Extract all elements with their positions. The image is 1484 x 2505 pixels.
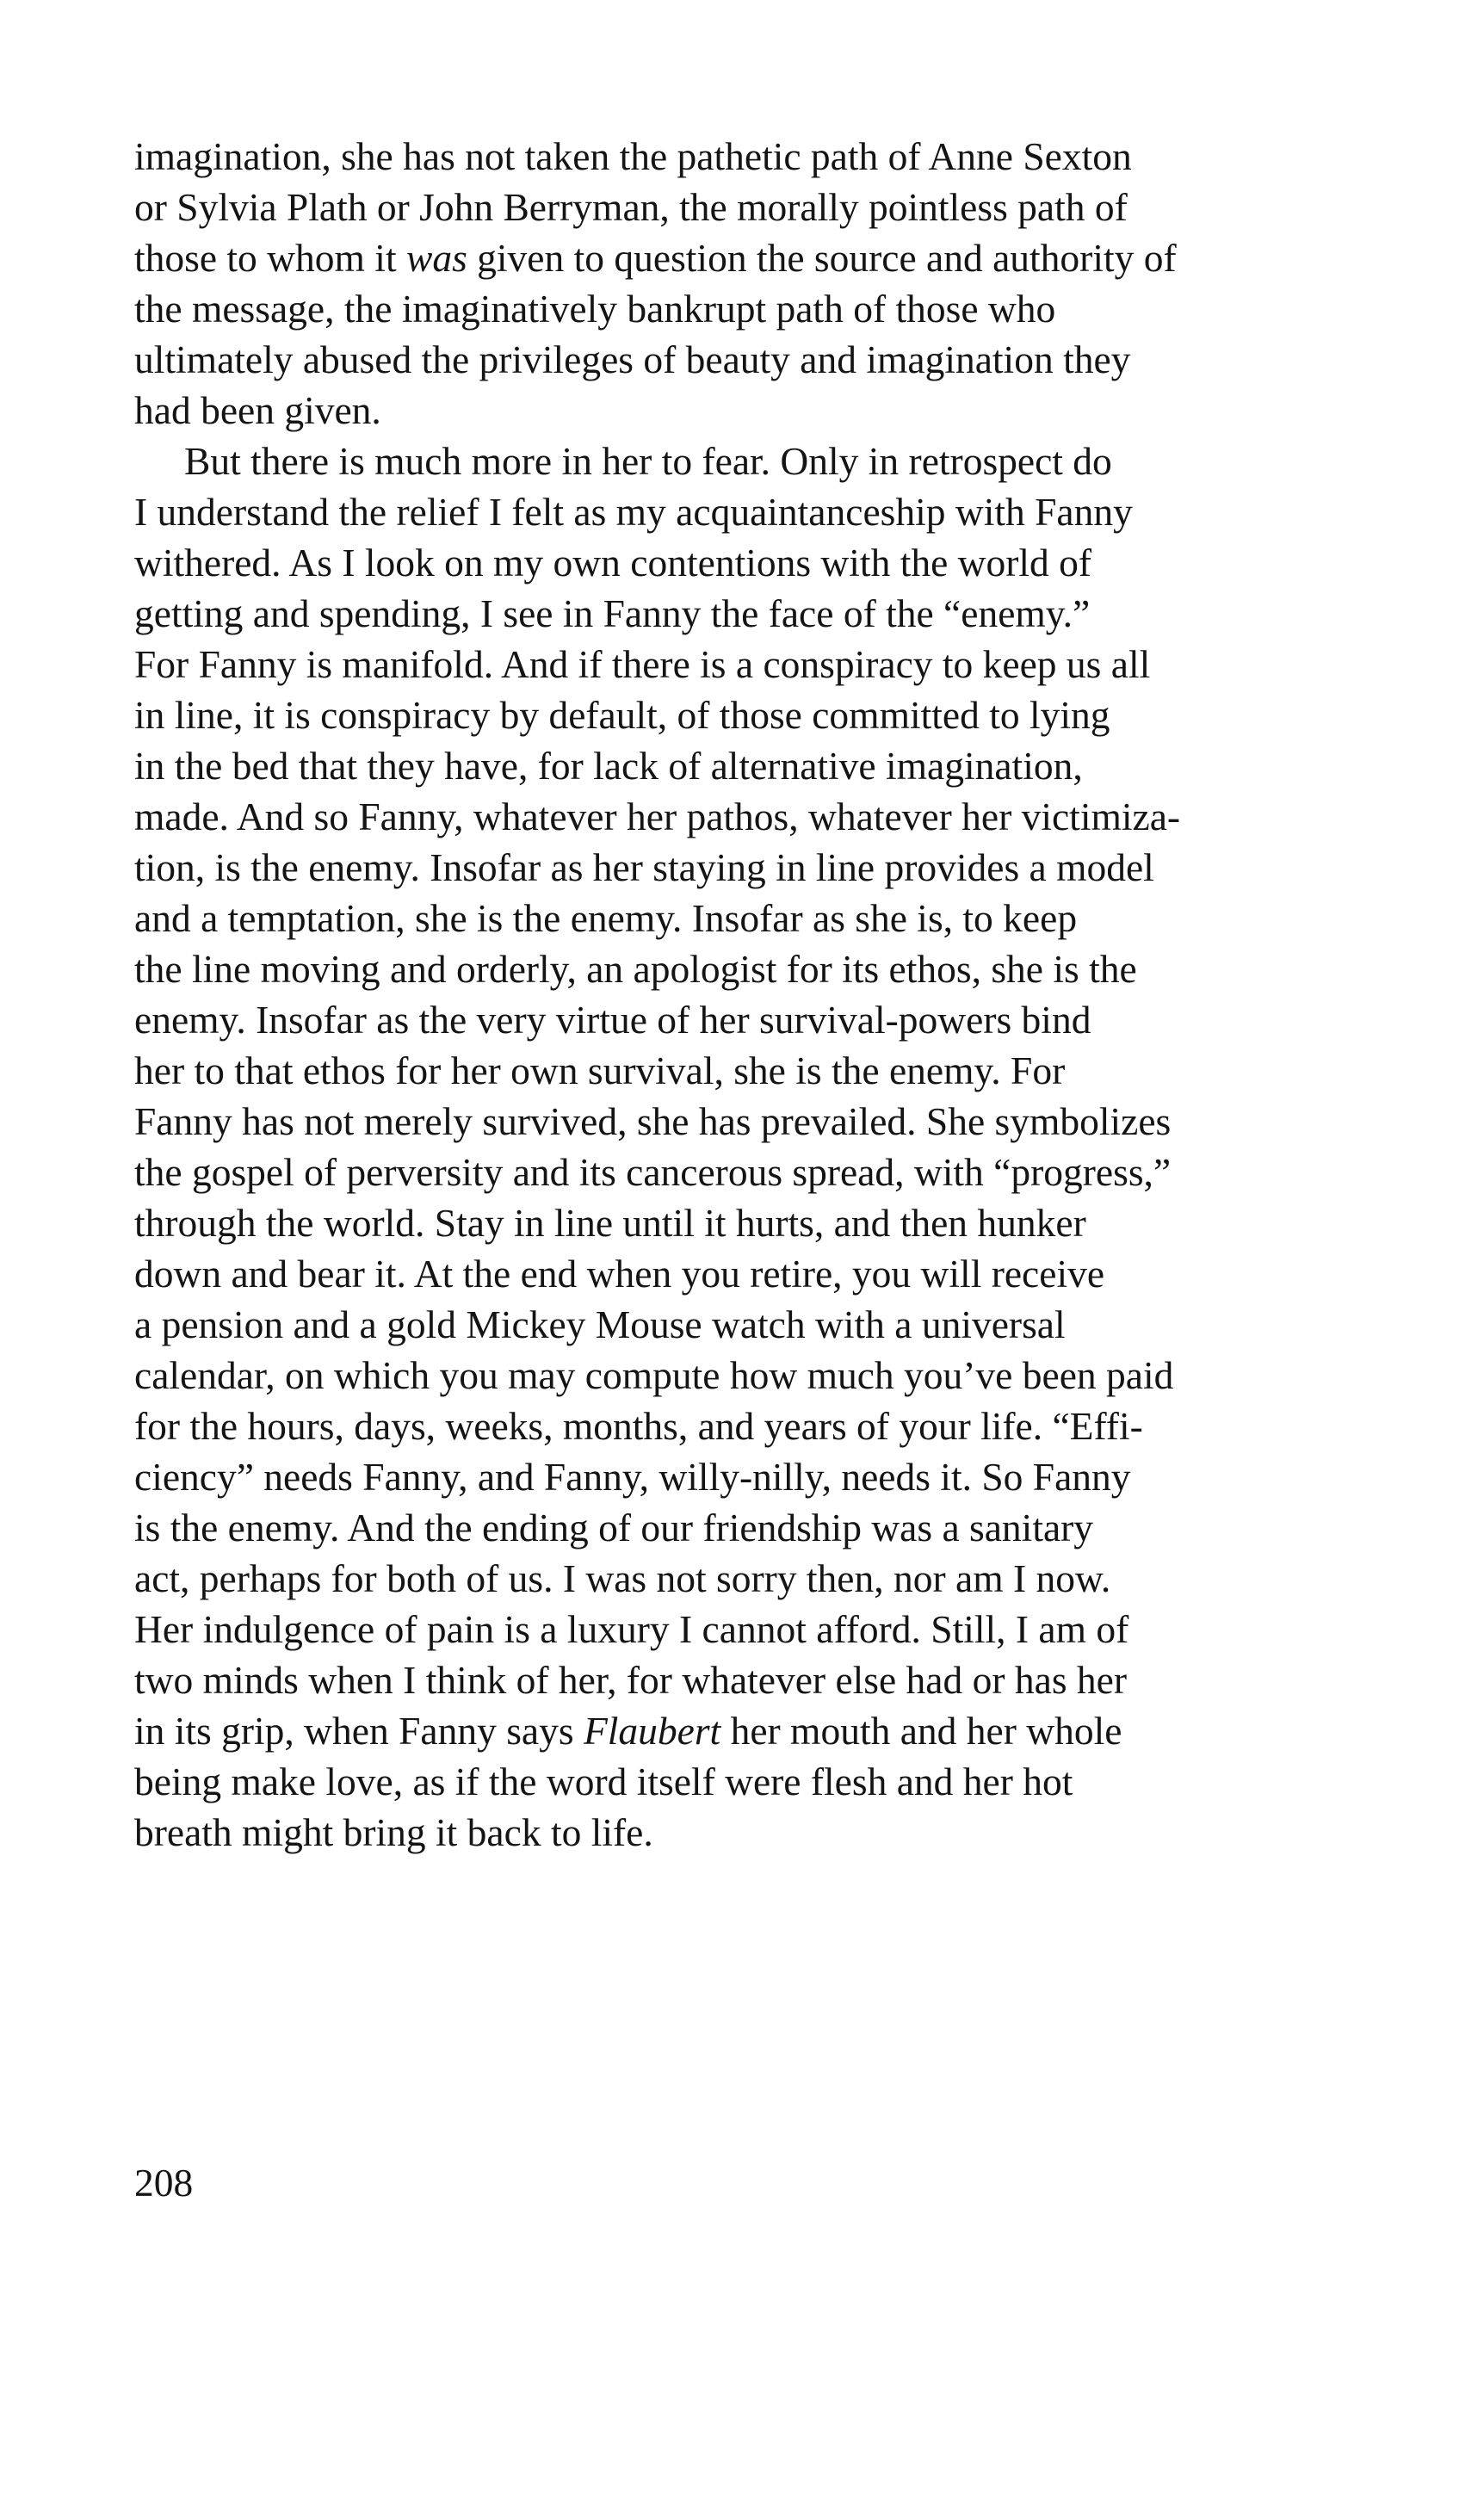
text-line: for the hours, days, weeks, months, and years of your life. “Effi- (134, 1404, 1143, 1448)
text-line: Her indulgence of pain is a luxury I cannot afford. Still, I am of (134, 1607, 1129, 1651)
text-line: imagination, she has not taken the pathetic path of Anne Sexton (134, 134, 1132, 178)
text-line: For Fanny is manifold. And if there is a conspiracy to keep us all (134, 642, 1151, 686)
text-line: ciency” needs Fanny, and Fanny, willy-nilly, needs it. So Fanny (134, 1455, 1131, 1499)
text-line: withered. As I look on my own contentions with the world of (134, 541, 1092, 584)
text-line: two minds when I think of her, for whatever else had or has her (134, 1658, 1128, 1702)
text-run: in its grip, when Fanny says (134, 1709, 584, 1753)
text-line: tion, is the enemy. Insofar as her staying in line provides a model (134, 845, 1154, 889)
text-line: or Sylvia Plath or John Berryman, the morally pointless path of (134, 185, 1128, 229)
body-text (134, 131, 1365, 1858)
text-line: ultimately abused the privileges of beauty and imagination they (134, 337, 1131, 381)
text-line: the message, the imaginatively bankrupt path of those who (134, 287, 1056, 331)
text-run: given to question the source and authority of (467, 236, 1177, 280)
page-number: 208 (134, 2161, 194, 2205)
text-line (134, 232, 1365, 283)
text-line: in the bed that they have, for lack of alternative imagination, (134, 744, 1083, 788)
text-line: breath might bring it back to life. (134, 1810, 653, 1854)
text-line (134, 1705, 1365, 1756)
text-line: the line moving and orderly, an apologist for its ethos, she is the (134, 947, 1137, 991)
italic-word: was (405, 236, 467, 280)
text-line: getting and spending, I see in Fanny the face of the “enemy.” (134, 591, 1091, 635)
text-line: enemy. Insofar as the very virtue of her survival-powers bind (134, 998, 1091, 1042)
text-line: I understand the relief I felt as my acquaintanceship with Fanny (134, 490, 1133, 534)
paragraph-start-line: But there is much more in her to fear. Only in retrospect do (184, 439, 1112, 483)
text-line: a pension and a gold Mickey Mouse watch with a universal (134, 1302, 1066, 1346)
text-line: act, perhaps for both of us. I was not sorry then, nor am I now. (134, 1556, 1111, 1600)
italic-word: Flaubert (583, 1709, 721, 1753)
text-line: her to that ethos for her own survival, she is the enemy. For (134, 1048, 1066, 1092)
text-line: and a temptation, she is the enemy. Insofar as she is, to keep (134, 896, 1078, 940)
text-line: down and bear it. At the end when you retire, you will receive (134, 1252, 1105, 1296)
text-line: through the world. Stay in line until it hurts, and then hunker (134, 1201, 1086, 1245)
text-line: made. And so Fanny, whatever her pathos, whatever her victimiza- (134, 795, 1181, 838)
text-line: had been given. (134, 388, 381, 432)
text-line: Fanny has not merely survived, she has prevailed. She symbolizes (134, 1099, 1172, 1143)
text-line: is the enemy. And the ending of our friendship was a sanitary (134, 1506, 1094, 1549)
text-run: those to whom it (134, 236, 406, 280)
text-line: being make love, as if the word itself were flesh and her hot (134, 1760, 1073, 1803)
text-run: her mouth and her whole (720, 1709, 1122, 1753)
text-line: in line, it is conspiracy by default, of those committed to lying (134, 693, 1110, 737)
text-line: the gospel of perversity and its cancerous spread, with “progress,” (134, 1150, 1172, 1194)
text-line: calendar, on which you may compute how much you’ve been paid (134, 1353, 1174, 1397)
